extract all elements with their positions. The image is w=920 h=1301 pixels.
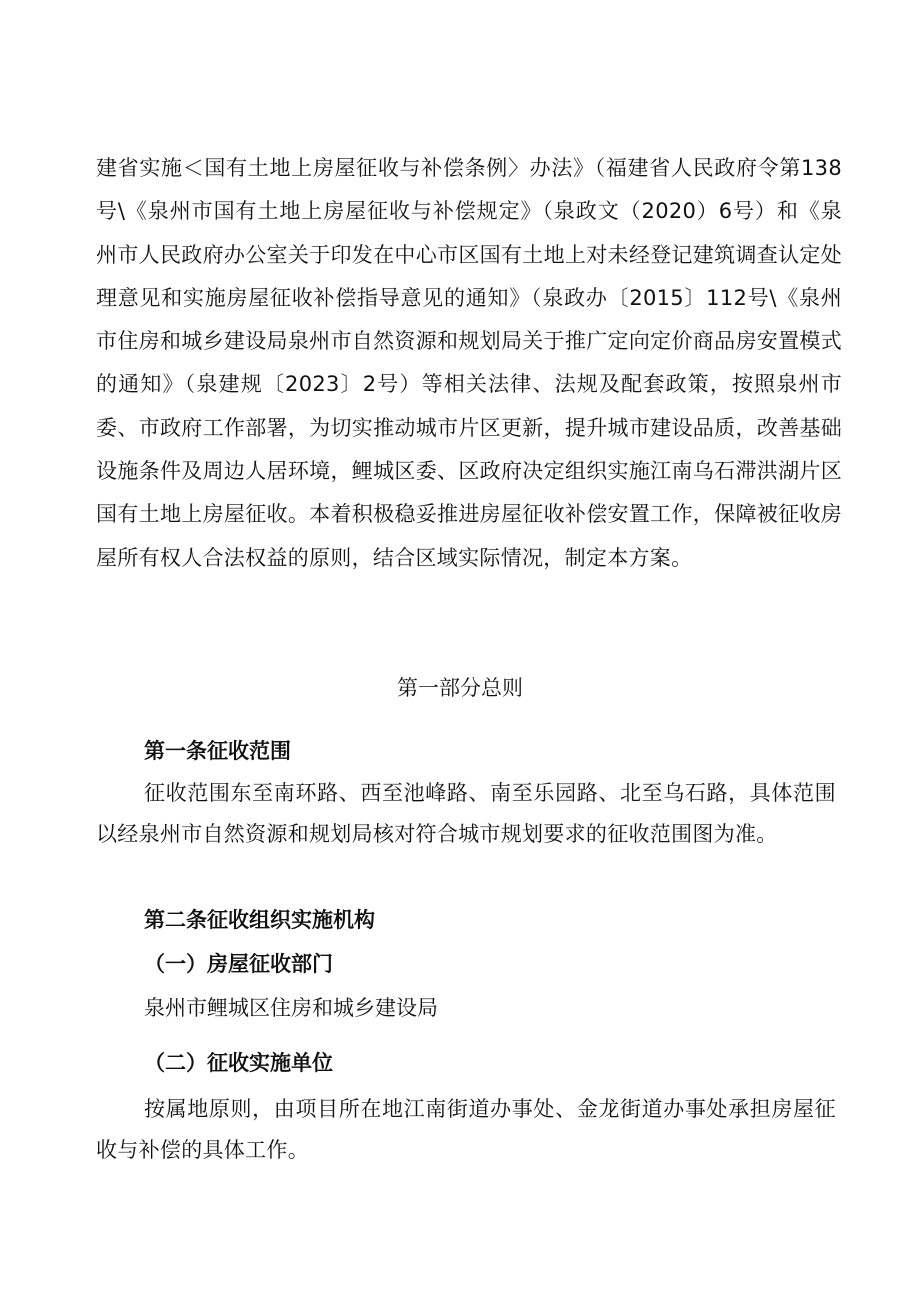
- article2-sub2-heading: （二）征收实施单位: [144, 1051, 333, 1075]
- intro-paragraph: 建省实施＜国有土地上房屋征收与补偿条例〉办法》（福建省人民政府令第138号\《泉州市国有土地上房屋征收与补偿规定》（泉政文（2020）6号）和《泉州市人民政府办公室关于印发在中心市区国有土地上对未经登记建筑调查认定处理意见和实施房屋征收补偿指导意见的通知》（泉政办〔2015〕112号\《泉州市住房和城乡建设局泉州市自然资源和规划局关于推广定向定价商品房安置模式的通知》（泉建规〔2023〕2号）等相关法律、法规及配套政策，按照泉州市委、市政府工作部署，为切实推动城市片区更新，提升城市建设品质，改善基础设施条件及周边人居环境，鲤城区委、区政府决定组织实施江南乌石滞洪湖片区国有土地上房屋征收。本着积极稳妥推进房屋征收补偿安置工作，保障被征收房屋所有权人合法权益的原则，结合区域实际情况，制定本方案。: [96, 156, 842, 570]
- article2-sub1-heading: （一）房屋征收部门: [144, 952, 333, 976]
- article1-heading: 第一条征收范围: [144, 739, 291, 763]
- article1-body: 征收范围东至南环路、西至池峰路、南至乐园路、北至乌石路，具体范围以经泉州市自然资源和规划局核对符合城市规划要求的征收范围图为准。: [96, 781, 836, 846]
- article2-sub1-body: 泉州市鲤城区住房和城乡建设局: [144, 996, 438, 1020]
- article2-sub2-body: 按属地原则，由项目所在地江南街道办事处、金龙街道办事处承担房屋征收与补偿的具体工作。: [96, 1097, 836, 1162]
- part-title: 第一部分总则: [397, 676, 523, 700]
- article2-heading: 第二条征收组织实施机构: [144, 908, 375, 932]
